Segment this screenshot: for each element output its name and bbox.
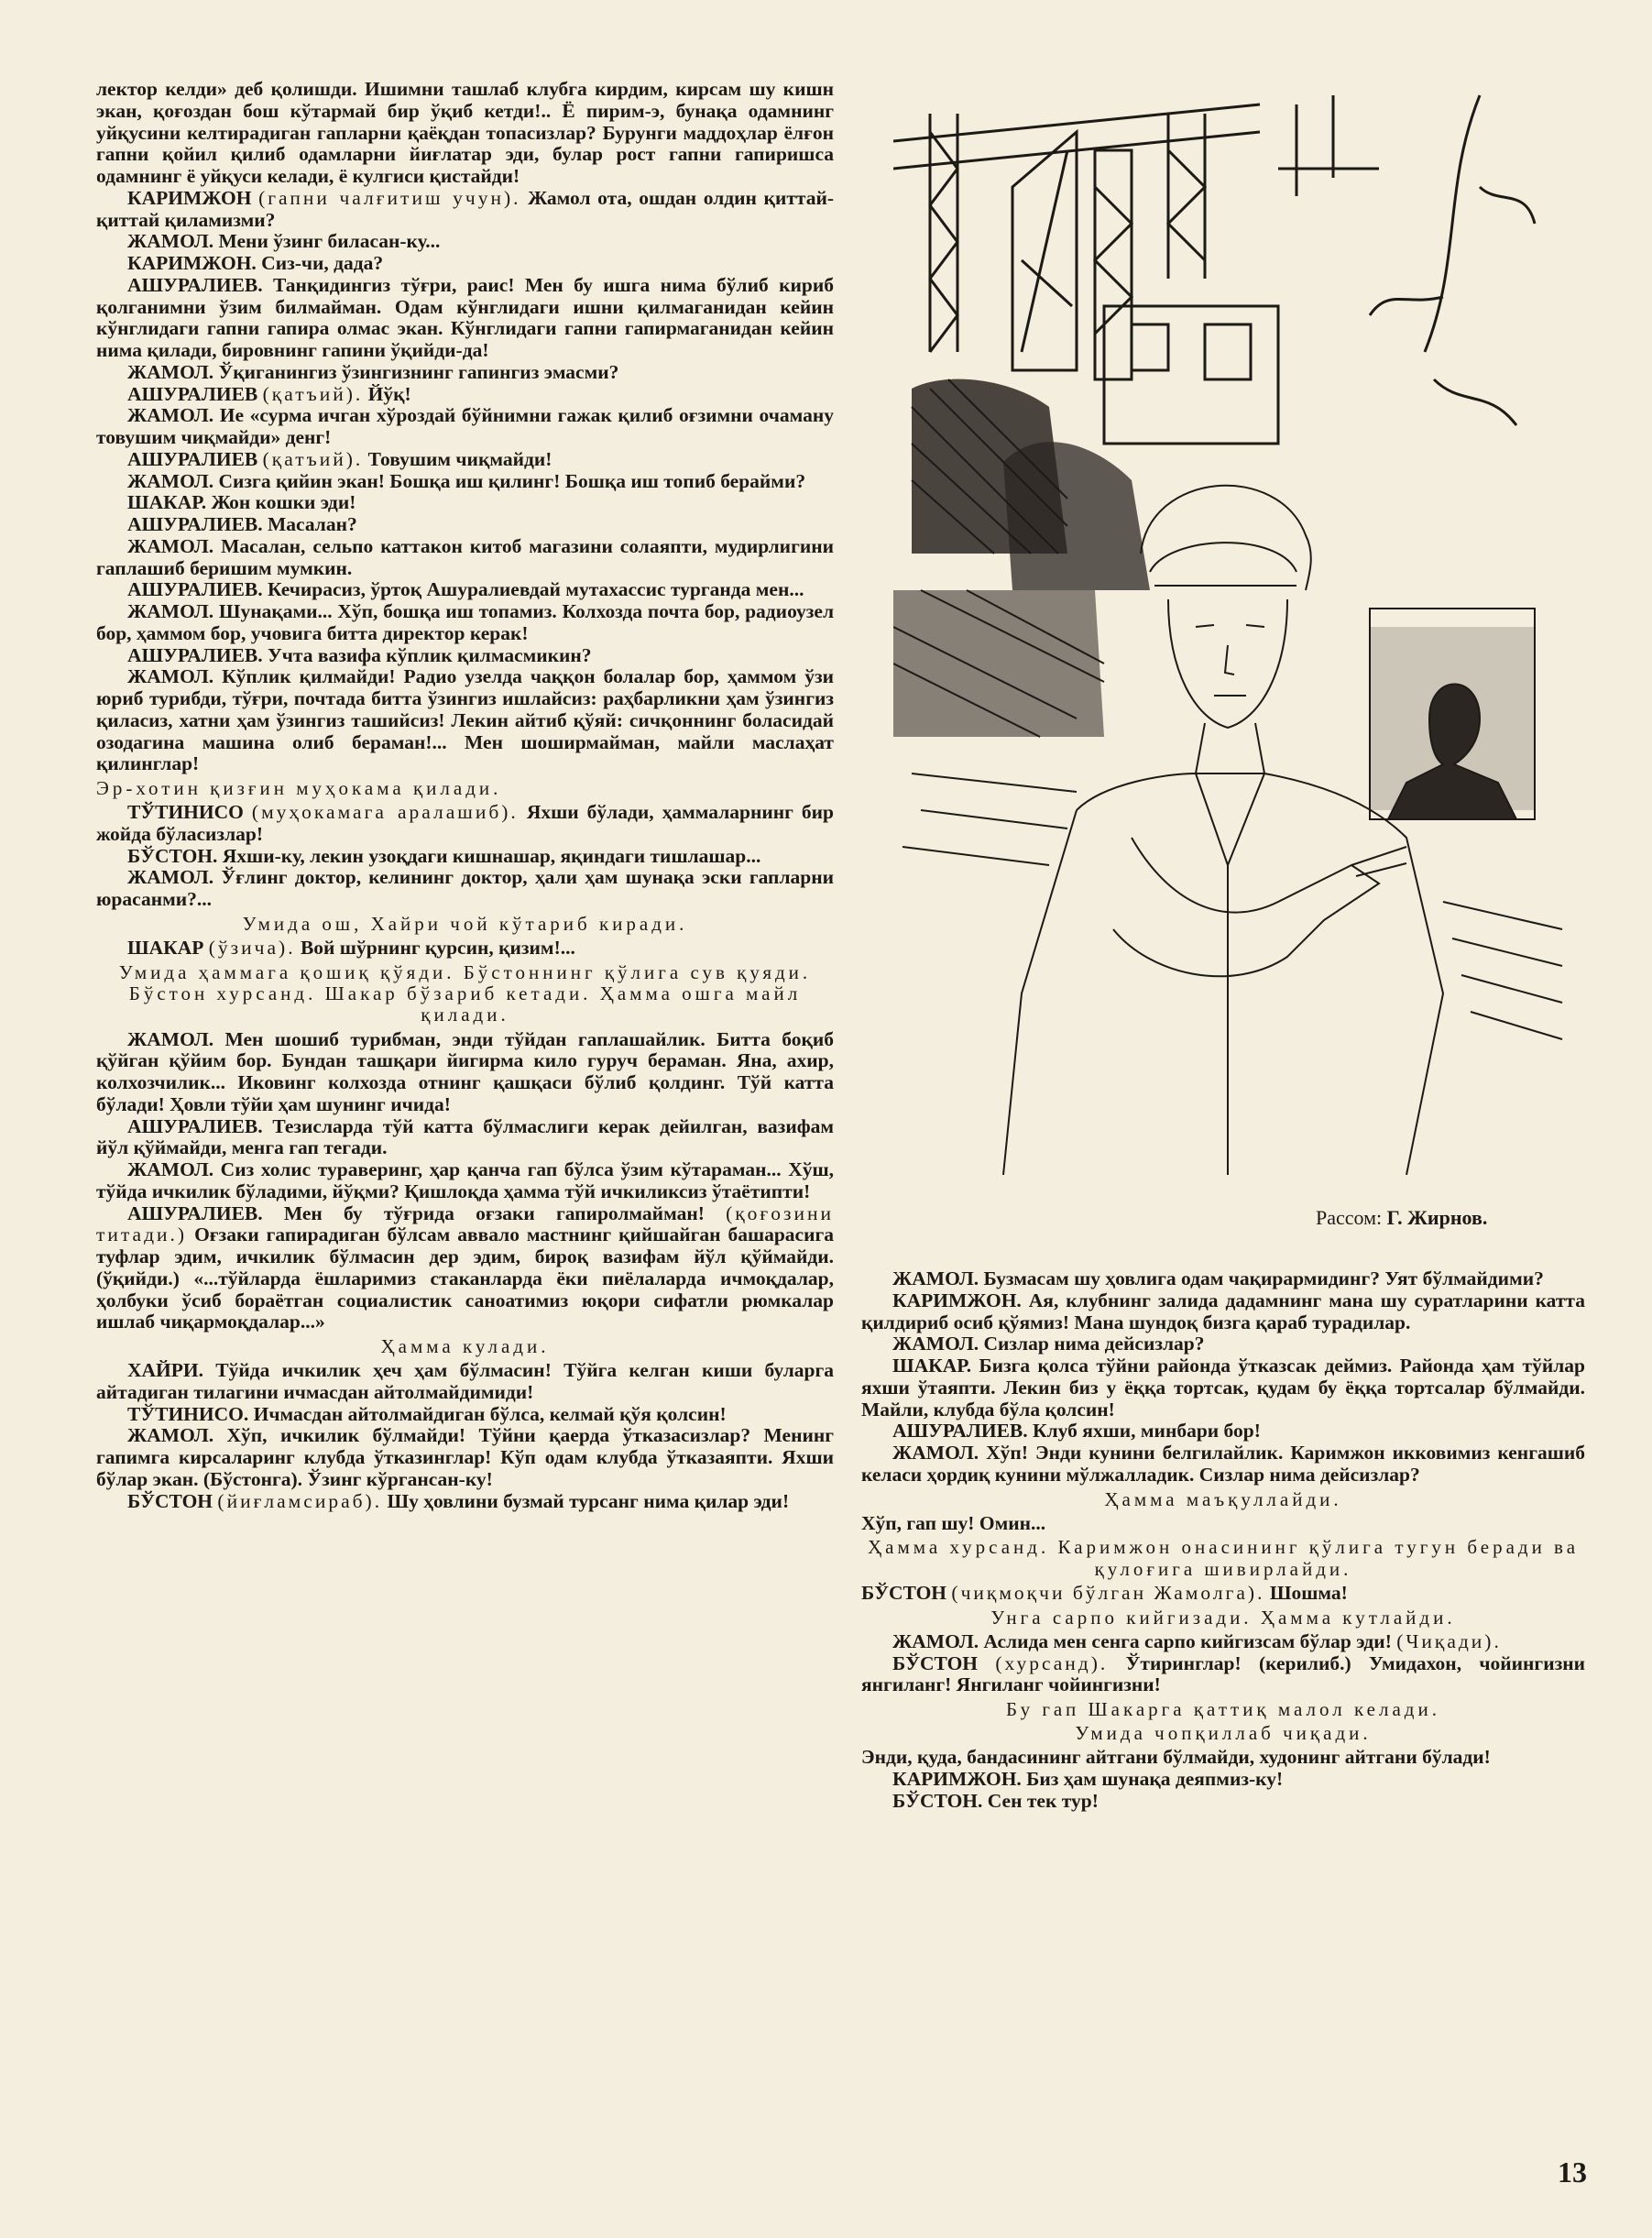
dialogue-line	[96, 1203, 834, 1334]
dialogue-line	[96, 405, 834, 449]
dialogue-line	[96, 275, 834, 362]
stage-direction: Умида ҳаммага қошиқ қўяди. Бўстоннинг қўлига сув қуяди. Бўстон хурсанд. Шакар бўзариб кетади. Ҳамма ошга майл қилади.	[118, 960, 812, 1026]
dialogue-line	[96, 802, 834, 846]
inline-stage-note: (ўзича).	[208, 937, 296, 960]
dialogue-line	[861, 1653, 1585, 1697]
speaker: АШУРАЛИЕВ	[127, 447, 258, 470]
dialogue-line	[96, 1029, 834, 1116]
dialogue-line	[96, 79, 834, 188]
line-text: БЎСТОН. Сен тек тур!	[892, 1789, 1099, 1812]
line-text: ЖАМОЛ. Хўп! Энди кунини белгилайлик. Каримжон икковимиз кенгашиб келаси ҳордиқ кунини мўлжалладик. Сизлар нима дейсизлар?	[861, 1442, 1585, 1486]
line-text: Шу ҳовлини бузмай турсанг нима қилар эди!	[387, 1489, 790, 1512]
inline-stage-note: (гапни чалғитиш учун).	[258, 186, 521, 209]
illustrator-credit	[1316, 1206, 1487, 1230]
line-text: Оғзаки гапирадиган бўлсам аввало мастнинг қийшайган башарасига туфлар эдим, ичкилик бўлмасин дер эдим, бироқ вазифам йўл қўймайди. (ўқийди.) «...тўйларда ёшларимиз стаканларда ёки пиёлаларда ичмоқдалар, ҳолбуки ўсиб бораётган социалистик саноатимиз юқори сифатли рюмкалар ишлаб чиқармоқдалар...»	[96, 1223, 835, 1333]
dialogue-line	[96, 536, 834, 580]
line-text: КАРИМЖОН. Сиз-чи, дада?	[127, 252, 384, 274]
inline-stage-note: (чиқмоқчи бўлган Жамолга).	[951, 1581, 1265, 1604]
speaker: БЎСТОН	[861, 1581, 947, 1604]
line-text: АШУРАЛИЕВ. Учта вазифа кўплик қилмасмикин?	[127, 643, 592, 666]
dialogue-line	[96, 188, 834, 232]
dialogue-line	[861, 1355, 1585, 1421]
right-column	[861, 1268, 1585, 1813]
line-text: Яхши бўлади, ҳаммаларнинг бир жойда бўласизлар!	[96, 801, 834, 845]
line-text: ЖАМОЛ. Кўплик қилмайди! Радио узелда чаққон болалар бор, ҳаммом ўзи юриб турибди, тўғри, почтада битта ўзингиз ишлайсиз: раҳбарликни ҳам ўзингиз қиласиз, хатни ҳам ўзингиз ташийсиз! Лекин айтиб қўяй: сичқоннинг боласидай озодагина машина олиб бераман!... Мен шоширмайман, майли маслаҳат қилинглар!	[96, 665, 834, 775]
dialogue-line	[861, 1583, 1585, 1605]
dialogue-line	[96, 514, 834, 536]
dialogue-line	[96, 253, 834, 275]
stage-direction: Ҳамма кулади.	[380, 1335, 550, 1358]
line-text: КАРИМЖОН. Ая, клубнинг залида дадамнинг мана шу суратларини катта қилдириб осиб қўямиз! Мана шундоқ бизга қараб турадилар.	[861, 1289, 1585, 1333]
inline-stage-note: (қатъий).	[262, 382, 364, 405]
line-text: ЖАМОЛ. Мен шошиб турибман, энди тўйдан гаплашайлик. Битта боқиб қўйган қўйим бор. Бундан ташқари йигирма кило гуруч бераман. Яна, ахир, колхозчилик... Иковинг колхозда отнинг қашқаси бўлиб қолдинг. Тўй катта бўлади! Ҳовли тўйи ҳам шунинг ичида!	[96, 1027, 834, 1115]
line-text: ЖАМОЛ. Сизга қийин экан! Бошқа иш қилинг! Бошқа иш топиб берайми?	[127, 469, 806, 492]
dialogue-line	[96, 601, 834, 645]
line-text: БЎСТОН. Яхши-ку, лекин узоқдаги кишнашар, яқиндаги тишлашар...	[127, 844, 761, 867]
dialogue-line	[861, 1513, 1585, 1535]
dialogue-line	[96, 362, 834, 384]
line-text: Энди, қуда, бандасининг айтгани бўлмайди, худонинг айтгани бўлади!	[861, 1746, 1491, 1769]
line-text: Жамол ота, ошдан олдин қиттай-қиттай қиламизми?	[96, 186, 835, 231]
dialogue-line	[861, 1747, 1585, 1769]
inline-stage-note: (муҳокамага аралашиб).	[251, 801, 519, 824]
speaker: ТЎТИНИСО	[127, 801, 244, 824]
dialogue-line	[861, 1791, 1585, 1813]
speaker: АШУРАЛИЕВ. Мен бу тўғрида оғзаки гапиролмайман!	[127, 1201, 705, 1224]
inline-stage-note: (қатъий).	[262, 447, 364, 470]
speaker: АШУРАЛИЕВ	[127, 382, 258, 405]
line-text: АШУРАЛИЕВ. Клуб яхши, минбари бор!	[892, 1420, 1261, 1443]
illustration	[893, 77, 1567, 1175]
speaker: ШАКАР	[127, 937, 204, 960]
line-text: ЖАМОЛ. Ие «сурма ичган хўроздай бўйнимни гажак қилиб оғзимни очаману товушим чиқмайди» денг!	[96, 404, 834, 448]
dialogue-line	[861, 1443, 1585, 1487]
inline-stage-note: (йиғламсираб).	[217, 1489, 383, 1512]
dialogue-line	[96, 867, 834, 911]
dialogue-line	[861, 1268, 1585, 1290]
dialogue-line	[96, 449, 834, 471]
line-text: ЖАМОЛ. Шунақами... Хўп, бошқа иш топамиз. Колхозда почта бор, радиоузел бор, ҳаммом бор, учовига битта директор керак!	[96, 600, 834, 644]
dialogue-line	[96, 1491, 834, 1513]
line-text: ЖАМОЛ. Масалан, сельпо каттакон китоб магазини солаяпти, мудирлигини гаплашиб беришим мумкин.	[96, 534, 834, 579]
line-text: ЖАМОЛ. Хўп, ичкилик бўлмайди! Тўйни қаерда ўтказасизлар? Менинг гапимга кирсаларинг клубда ўтказинглар! Кўп одам клубда ўтказаяпти. Яхши бўлар экан. (Бўстонга). Ўзинг кўргансан-ку!	[96, 1424, 834, 1490]
credit-prefix: Рассом:	[1316, 1206, 1383, 1229]
dialogue-line	[96, 231, 834, 253]
line-text: Ўтиринглар! (керилиб.) Умидахон, чойингизни янгиланг! Янгиланг чойингизни!	[861, 1651, 1586, 1696]
left-column	[96, 79, 834, 1512]
line-text: АШУРАЛИЕВ. Масалан?	[127, 513, 357, 535]
line-text: ЖАМОЛ. Мени ўзинг биласан-ку...	[127, 230, 441, 253]
dialogue-line	[96, 846, 834, 868]
line-text: АШУРАЛИЕВ. Танқидингиз тўғри, раис! Мен бу ишга нима бўлиб кириб қолганимни ўзим билмайман. Одам кўнглидаги ишни қилмаганидан кейин кўнглидаги гапни гапира олмас экан. Кўнглидаги гапни гапирмаганидан кейин нима қилади, бировнинг гапини ўқийди-да!	[96, 273, 834, 361]
page-number: 13	[1558, 2156, 1587, 2189]
dialogue-line	[96, 1159, 834, 1203]
line-text: Товушим чиқмайди!	[367, 447, 552, 470]
stage-direction: Ҳамма хурсанд. Каримжон онасининг қўлига тугун беради ва қулоғига шивирлайди.	[867, 1536, 1580, 1580]
line-text: ЖАМОЛ. Сиз холис тураверинг, ҳар қанча гап бўлса ўзим кўтараман... Хўш, тўйда ичкилик бўладими, йўқми? Қишлоқда ҳамма тўй ичкиликсиз ўтаётипти!	[96, 1158, 834, 1202]
dialogue-line	[96, 579, 834, 601]
dialogue-line	[96, 471, 834, 493]
inline-stage-note: (қоғозини титади.)	[96, 1201, 835, 1246]
line-text: АШУРАЛИЕВ. Кечирасиз, ўртоқ Ашуралиевдай мутахассис турганда мен...	[127, 578, 804, 601]
stage-direction: Бу гап Шакарга қаттиқ малол келади.	[1006, 1698, 1440, 1721]
stage-direction: Умида ош, Хайри чой кўтариб киради.	[242, 912, 688, 935]
speaker: БЎСТОН	[127, 1489, 213, 1512]
stage-direction: Умида чопқиллаб чиқади.	[1075, 1722, 1372, 1745]
dialogue-line	[96, 1360, 834, 1404]
inline-stage-note: (хурсанд).	[995, 1651, 1109, 1674]
line-text: ТЎТИНИСО. Ичмасдан айтолмайдиган бўлса, келмай қўя қолсин!	[127, 1402, 727, 1425]
inline-stage-note: (Чиқади).	[1396, 1629, 1502, 1652]
line-text: Шошма!	[1269, 1581, 1348, 1604]
stage-direction: Ҳамма маъқуллайди.	[1104, 1487, 1342, 1510]
line-text: ЖАМОЛ. Сизлар нима дейсизлар?	[892, 1333, 1205, 1355]
stage-direction: Эр-хотин қизғин муҳокама қилади.	[96, 777, 502, 799]
credit-name: Г. Жирнов.	[1386, 1206, 1488, 1229]
speaker: БЎСТОН	[892, 1651, 979, 1674]
dialogue-line	[96, 1116, 834, 1160]
speaker: КАРИМЖОН	[127, 186, 252, 209]
line-text: ЖАМОЛ. Ўғлинг доктор, келининг доктор, ҳали ҳам шунақа эски гапларни юрасанми?...	[96, 866, 834, 911]
dialogue-line	[96, 384, 834, 406]
dialogue-line	[96, 1404, 834, 1426]
dialogue-line	[861, 1421, 1585, 1443]
dialogue-line	[861, 1290, 1585, 1334]
dialogue-line	[96, 938, 834, 960]
speaker: ЖАМОЛ. Аслида мен сенга сарпо кийгизсам бўлар эди!	[892, 1629, 1392, 1652]
line-text: Хўп, гап шу! Омин...	[861, 1511, 1046, 1534]
dialogue-line	[96, 492, 834, 514]
dialogue-line	[96, 666, 834, 775]
line-text: ЖАМОЛ. Ўқиганингиз ўзингизнинг гапингиз эмасми?	[127, 360, 619, 383]
dialogue-line	[96, 1425, 834, 1490]
dialogue-line	[96, 645, 834, 667]
line-text: АШУРАЛИЕВ. Тезисларда тўй катта бўлмаслиги керак дейилган, вазифам йўл қўймайди, менга гап тегади.	[96, 1114, 834, 1159]
line-text: ХАЙРИ. Тўйда ичкилик ҳеч ҳам бўлмасин! Тўйга келган киши буларга айтадиган тилагини ичмасдан айтолмайдимиди!	[96, 1359, 834, 1403]
line-text: ШАКАР. Жон кошки эди!	[127, 491, 356, 514]
dialogue-line	[861, 1631, 1585, 1653]
line-text: ШАКАР. Бизга қолса тўйни районда ўтказсак деймиз. Районда ҳам тўйлар яхши ўтаяпти. Лекин биз у ёққа тортсак, қудам бу ёққа тортсалар бўлмайди. Майли, клубда бўла қолсин!	[861, 1355, 1585, 1421]
line-text: ЖАМОЛ. Бузмасам шу ҳовлига одам чақирармидинг? Уят бўлмайдими?	[892, 1267, 1544, 1289]
line-text: Йўқ!	[367, 382, 411, 405]
dialogue-line	[861, 1333, 1585, 1355]
line-text: лектор келди» деб қолишди. Ишимни ташлаб клубга кирдим, кирсам шу кишн экан, қоғоздан бош кўтармай бир ўқиб кетди!.. Ё пирим-э, бунақа одамнинг уйқусини келтирадиган гапларни қаёқдан топасизлар? Бурунги маддоҳлар ёлғон гапни қойил қилиб одамларни йиғлатар эди, булар рост гапни гапиришса одамнинг ё уйқуси келади, ё кулгиси қистайди!	[96, 78, 834, 187]
line-text: Вой шўрнинг қурсин, қизим!...	[300, 937, 575, 960]
dialogue-line	[861, 1769, 1585, 1791]
stage-direction: Унга сарпо кийгизади. Ҳамма кутлайди.	[990, 1606, 1456, 1629]
line-text: КАРИМЖОН. Биз ҳам шунақа деяпмиз-ку!	[892, 1768, 1284, 1791]
